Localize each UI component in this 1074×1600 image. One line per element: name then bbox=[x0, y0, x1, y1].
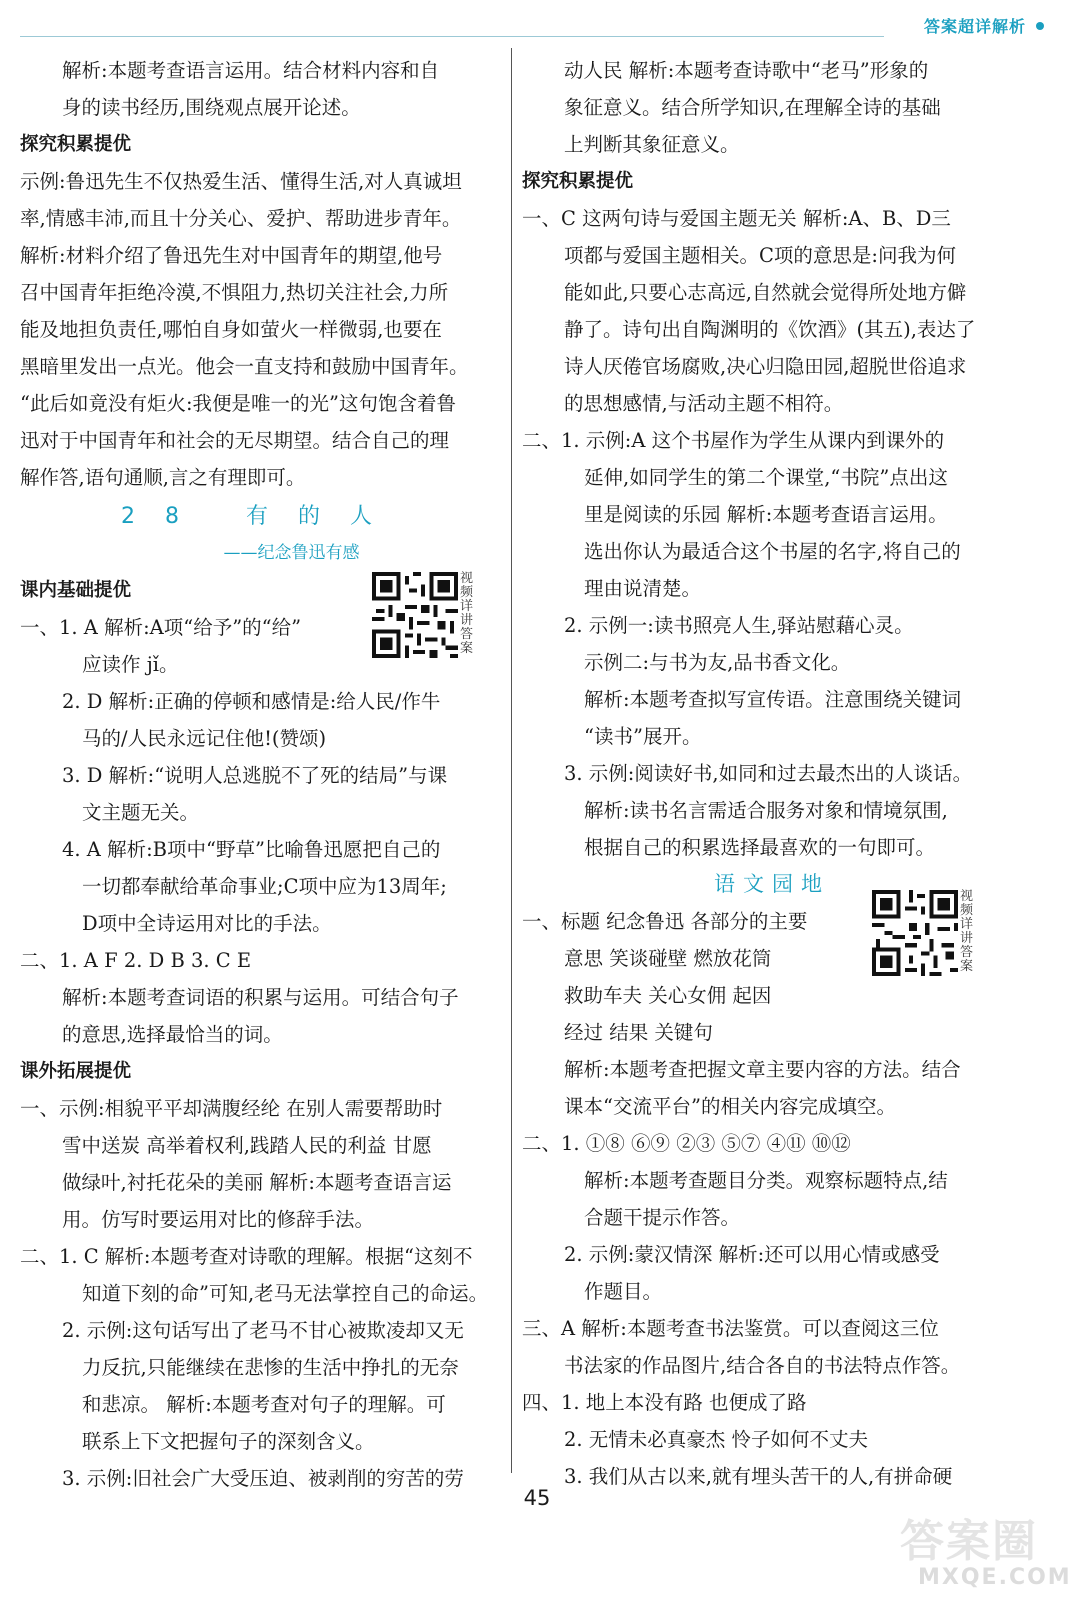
page-header bbox=[20, 14, 1044, 38]
qr-code-icon[interactable] bbox=[872, 890, 958, 976]
watermark-logo bbox=[900, 1516, 1072, 1590]
text-line: 2. 示例:这句话写出了老马不甘心被欺凌却又无 bbox=[62, 1319, 464, 1342]
text-line: 的思想感情,与活动主题不相符。 bbox=[564, 392, 844, 415]
text-line: 能及地担负责任,哪怕自身如萤火一样微弱,也要在 bbox=[20, 318, 442, 341]
text-line: 解析:本题考查词语的积累与运用。可结合句子 bbox=[62, 986, 459, 1009]
text-line: 作题目。 bbox=[584, 1280, 663, 1303]
text-line: 解析:本题考查拟写宣传语。注意围绕关键词 bbox=[584, 688, 962, 711]
text-line: 文主题无关。 bbox=[82, 801, 200, 824]
text-line: 联系上下文把握句子的深刻含义。 bbox=[82, 1430, 375, 1453]
text-line: 迅对于中国青年和社会的无尽期望。结合自己的理 bbox=[20, 429, 450, 452]
text-line: 项都与爱国主题相关。C项的意思是:问我为何 bbox=[564, 244, 956, 267]
qr-code-icon[interactable] bbox=[372, 572, 458, 658]
text-line: 一、标题 纪念鲁迅 各部分的主要 bbox=[522, 910, 808, 933]
text-line: 示例二:与书为友,品书香文化。 bbox=[584, 651, 851, 674]
text-line: 二、1. C 解析:本题考查对诗歌的理解。根据“这刻不 bbox=[20, 1245, 473, 1268]
text-line: 和悲凉。 解析:本题考查对句子的理解。可 bbox=[82, 1393, 446, 1416]
left-column bbox=[20, 52, 503, 1497]
text-line: 二、1. 示例:A 这个书屋作为学生从课内到课外的 bbox=[522, 429, 945, 452]
text-line: 课本“交流平台”的相关内容完成填空。 bbox=[564, 1095, 896, 1118]
text-line: 能如此,只要心志高远,自然就会觉得所处地方僻 bbox=[564, 281, 967, 304]
lesson-subtitle: ——纪念鲁迅有感 bbox=[223, 543, 360, 563]
text-line: 雪中送炭 高举着权利,践踏人民的利益 甘愿 bbox=[62, 1134, 432, 1157]
watermark-text: 答案圈 bbox=[900, 1516, 1038, 1567]
column-divider bbox=[511, 48, 512, 1473]
text-line: 3. 示例:旧社会广大受压迫、被剥削的穷苦的劳 bbox=[62, 1467, 464, 1490]
text-line: 解析:材料介绍了鲁迅先生对中国青年的期望,他号 bbox=[20, 244, 443, 267]
section-heading: 课外拓展提优 bbox=[20, 1061, 132, 1082]
text-line: 一、1. A 解析:A项“给予”的“给” bbox=[20, 616, 302, 639]
text-line: 选出你认为最适合这个书屋的名字,将自己的 bbox=[584, 540, 961, 563]
text-line: 上判断其象征意义。 bbox=[564, 133, 740, 156]
text-line: 诗人厌倦官场腐败,决心归隐田园,超脱世俗追求 bbox=[564, 355, 967, 378]
text-line: “此后如竟没有炬火:我便是唯一的光”这句饱含着鲁 bbox=[20, 392, 457, 415]
text-line: 马的/人民永远记住他!(赞颂) bbox=[82, 727, 327, 750]
text-line: 2. 示例一:读书照亮人生,驿站慰藉心灵。 bbox=[564, 614, 914, 637]
page-number: 45 bbox=[523, 1486, 551, 1510]
text-line: 2. 示例:蒙汉情深 解析:还可以用心情或感受 bbox=[564, 1243, 940, 1266]
text-line: 合题干提示作答。 bbox=[584, 1206, 741, 1229]
text-line: 经过 结果 关键句 bbox=[564, 1021, 713, 1044]
text-line: 延伸,如同学生的第二个课堂,“书院”点出这 bbox=[584, 466, 948, 489]
text-line: 3. 示例:阅读好书,如同和过去最杰出的人谈话。 bbox=[564, 762, 973, 785]
text-line: 召中国青年拒绝冷漠,不惧阻力,热切关注社会,力所 bbox=[20, 281, 449, 304]
section-heading: 课内基础提优 bbox=[20, 580, 132, 601]
text-line: 二、1. A F 2. D B 3. C E bbox=[20, 949, 252, 972]
text-line: 书法家的作品图片,结合各自的书法特点作答。 bbox=[564, 1354, 961, 1377]
text-line: 三、A 解析:本题考查书法鉴赏。可以查阅这三位 bbox=[522, 1317, 939, 1340]
text-line: 静了。诗句出自陶渊明的《饮酒》(其五),表达了 bbox=[564, 318, 976, 341]
text-line: 象征意义。结合所学知识,在理解全诗的基础 bbox=[564, 96, 941, 119]
watermark-url: MXQE.COM bbox=[918, 1565, 1072, 1590]
text-line: 力反抗,只能继续在悲惨的生活中挣扎的无奈 bbox=[82, 1356, 459, 1379]
text-line: 2. D 解析:正确的停顿和感情是:给人民/作牛 bbox=[62, 690, 441, 713]
section-title-garden: 语文园地 bbox=[714, 872, 830, 896]
text-line: 一、示例:相貌平平却满腹经纶 在别人需要帮助时 bbox=[20, 1097, 443, 1120]
text-line: 解析:本题考查题目分类。观察标题特点,结 bbox=[584, 1169, 948, 1192]
text-line: 根据自己的积累选择最喜欢的一句即可。 bbox=[584, 836, 936, 859]
qr-code-block[interactable] bbox=[872, 890, 978, 976]
text-line: 知道下刻的命”可知,老马无法掌控自己的命运。 bbox=[82, 1282, 489, 1305]
text-line: “读书”展开。 bbox=[584, 725, 702, 748]
header-dot-icon bbox=[1036, 22, 1044, 30]
text-line: 一、C 这两句诗与爱国主题无关 解析:A、B、D三 bbox=[522, 207, 951, 230]
qr-label: 视频详讲答案 bbox=[960, 889, 974, 974]
text-line: 4. A 解析:B项中“野草”比喻鲁迅愿把自己的 bbox=[62, 838, 441, 861]
text-line: 解析:本题考查语言运用。结合材料内容和自 bbox=[62, 59, 440, 82]
section-heading: 探究积累提优 bbox=[20, 134, 132, 155]
qr-label: 视频详讲答案 bbox=[460, 571, 474, 656]
text-line: 3. 我们从古以来,就有埋头苦干的人,有拼命硬 bbox=[564, 1465, 953, 1488]
text-line: D项中全诗运用对比的手法。 bbox=[82, 912, 332, 935]
text-line: 3. D 解析:“说明人总逃脱不了死的结局”与课 bbox=[62, 764, 448, 787]
text-line: 里是阅读的乐园 解析:本题考查语言运用。 bbox=[584, 503, 948, 526]
text-line: 意思 笑谈碰壁 燃放花筒 bbox=[564, 947, 772, 970]
text-line: 示例:鲁迅先生不仅热爱生活、懂得生活,对人真诚坦 bbox=[20, 170, 462, 193]
text-line: 解析:读书名言需适合服务对象和情境氛围, bbox=[584, 799, 948, 822]
text-line: 解作答,语句通顺,言之有理即可。 bbox=[20, 466, 306, 489]
header-rule bbox=[20, 36, 884, 37]
text-line: 2. 无情未必真豪杰 怜子如何不丈夫 bbox=[564, 1428, 869, 1451]
text-line: 黑暗里发出一点光。他会一直支持和鼓励中国青年。 bbox=[20, 355, 469, 378]
text-line: 率,情感丰沛,而且十分关心、爱护、帮助进步青年。 bbox=[20, 207, 462, 230]
text-line: 二、1. ①⑧ ⑥⑨ ②③ ⑤⑦ ④⑪ ⑩⑫ bbox=[522, 1132, 851, 1155]
right-column bbox=[522, 52, 1022, 1495]
text-line: 理由说清楚。 bbox=[584, 577, 702, 600]
text-line: 动人民 解析:本题考查诗歌中“老马”形象的 bbox=[564, 59, 929, 82]
text-line: 的意思,选择最恰当的词。 bbox=[62, 1023, 283, 1046]
text-line: 救助车夫 关心女佣 起因 bbox=[564, 984, 772, 1007]
text-line: 一切都奉献给革命事业;C项中应为13周年; bbox=[82, 875, 447, 898]
text-line: 应读作 jǐ。 bbox=[82, 653, 179, 676]
header-title: 答案超详解析 bbox=[923, 17, 1026, 36]
text-line: 身的读书经历,围绕观点展开论述。 bbox=[62, 96, 361, 119]
text-line: 解析:本题考查把握文章主要内容的方法。结合 bbox=[564, 1058, 961, 1081]
text-line: 用。仿写时要运用对比的修辞手法。 bbox=[62, 1208, 375, 1231]
text-line: 四、1. 地上本没有路 也便成了路 bbox=[522, 1391, 807, 1414]
qr-code-block[interactable] bbox=[372, 572, 478, 658]
text-line: 做绿叶,衬托花朵的美丽 解析:本题考查语言运 bbox=[62, 1171, 452, 1194]
lesson-title: 28 有的人 bbox=[121, 504, 402, 529]
section-heading: 探究积累提优 bbox=[522, 171, 634, 192]
